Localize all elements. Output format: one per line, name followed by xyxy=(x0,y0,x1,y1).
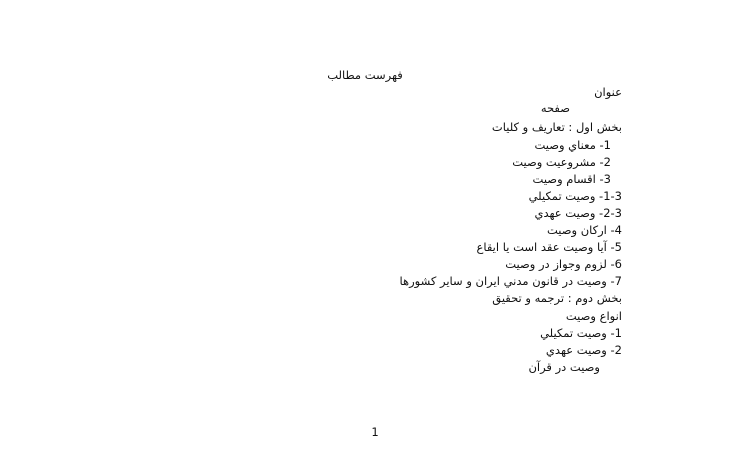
toc-item-3-2: 2-3- وصيت عهدي xyxy=(534,206,622,220)
toc-item-1: 1- معناي وصيت xyxy=(534,138,611,152)
type-item-2: 2- وصيت عهدي xyxy=(545,343,622,357)
toc-item-5: 5- آيا وصيت عقد است يا ايقاع xyxy=(476,240,622,254)
toc-item-3-1: 1-3- وصيت تمكيلي xyxy=(528,189,622,203)
toc-item-6: 6- لزوم وجواز در وصيت xyxy=(505,257,622,271)
toc-item-4: 4- اركان وصيت xyxy=(546,223,622,237)
toc-item-7: 7- وصيت در قانون مدني ايران و ساير كشورها xyxy=(399,274,622,288)
column-page-label: صفحه xyxy=(540,101,570,115)
quran-heading: وصيت در قرآن xyxy=(528,360,600,374)
toc-heading: فهرست مطالب xyxy=(327,68,403,82)
part-one-title: بخش اول : تعاريف و كليات xyxy=(491,120,622,134)
page-number: 1 xyxy=(371,425,379,439)
types-heading: انواع وصيت xyxy=(565,309,622,323)
column-title-label: عنوان xyxy=(594,85,622,99)
toc-item-2: 2- مشروعيت وصيت xyxy=(512,155,611,169)
part-two-title: بخش دوم : ترجمه و تحقيق xyxy=(492,291,622,305)
type-item-1: 1- وصيت تمكيلي xyxy=(540,326,622,340)
toc-item-3: 3- اقسام وصيت xyxy=(532,172,611,186)
